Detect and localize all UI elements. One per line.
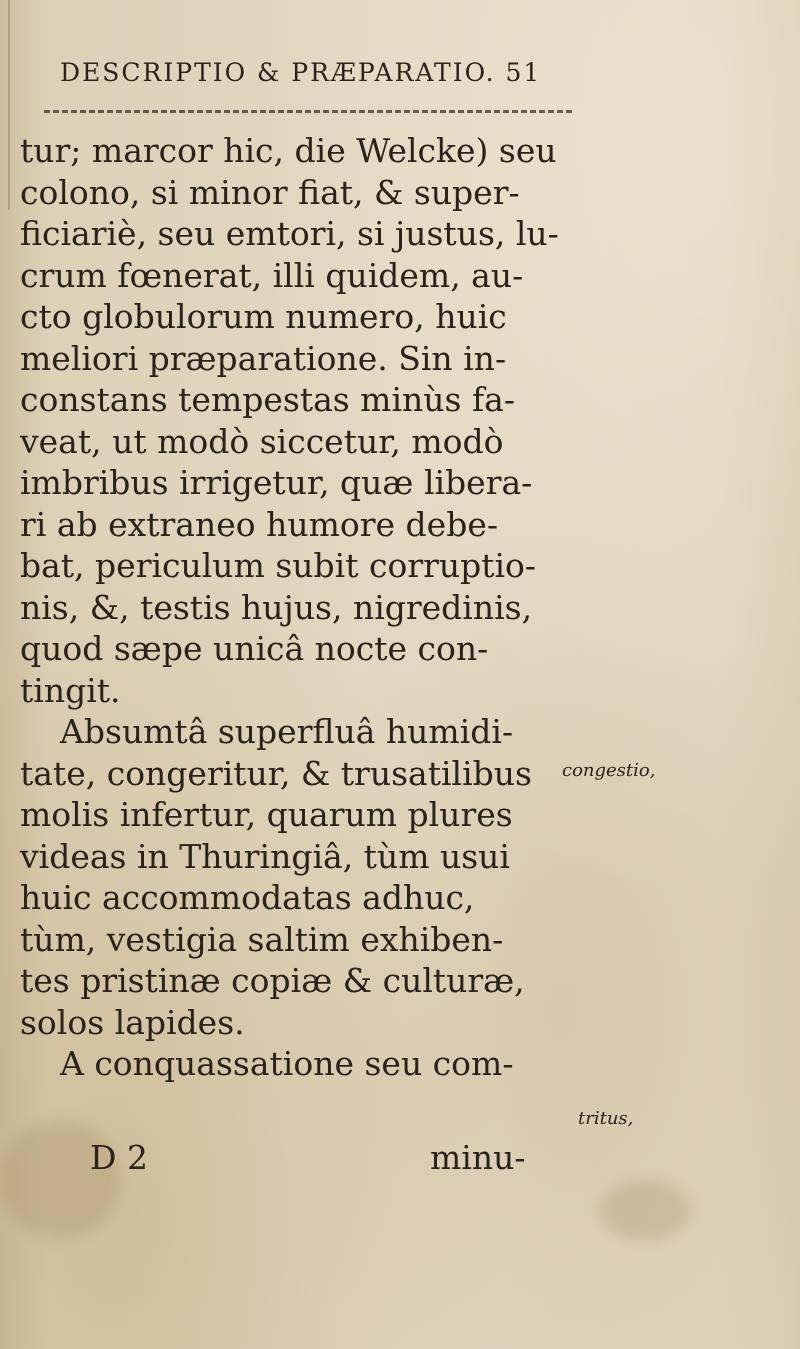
- text-line: huic accommodatas adhuc,: [20, 878, 475, 917]
- text-line: tur; marcor hic, die Welcke) seu: [20, 131, 557, 170]
- text-line: tate, congeritur, & trusatilibus: [20, 753, 532, 793]
- text-line: ficiariè, seu emtori, si justus, lu-: [20, 214, 559, 253]
- text-line: tùm, vestigia saltim exhiben-: [20, 919, 504, 959]
- running-title: DESCRIPTIO & PRÆPARATIO.: [60, 58, 496, 87]
- text-line: cto globulorum numero, huic: [20, 297, 507, 336]
- page-edge-shadow: [8, 0, 10, 210]
- signature-mark: D 2: [90, 1138, 148, 1177]
- catchword: minu-: [430, 1138, 526, 1177]
- text-line: tes pristinæ copiæ & culturæ,: [20, 961, 525, 1000]
- page-number: 51: [505, 58, 542, 87]
- marginal-note-tritus: tritus,: [578, 1108, 634, 1129]
- text-line: quod sæpe unicâ nocte con-: [20, 629, 489, 668]
- text-line: solos lapides.: [20, 1002, 245, 1042]
- marginal-note-congestio: congestio,: [562, 760, 656, 781]
- text-line: colono, si minor fiat, & super-: [20, 172, 520, 212]
- text-line: A conquassatione seu com-: [60, 1044, 514, 1083]
- text-line: imbribus irrigetur, quæ libera-: [20, 463, 533, 502]
- paper-stain: [600, 1180, 690, 1240]
- text-line: ri ab extraneo humore debe-: [20, 504, 499, 544]
- body-text: [20, 130, 580, 1085]
- running-header: [60, 58, 541, 87]
- header-rule: [44, 110, 572, 117]
- text-line: Absumtâ superfluâ humidi-: [60, 712, 514, 751]
- text-line: meliori præparatione. Sin in-: [20, 338, 507, 378]
- text-line: bat, periculum subit corruptio-: [20, 546, 537, 585]
- text-line: videas in Thuringiâ, tùm usui: [20, 836, 510, 876]
- text-line: tingit.: [20, 670, 121, 710]
- text-line: crum fœnerat, illi quidem, au-: [20, 255, 524, 295]
- text-line: constans tempestas minùs fa-: [20, 380, 515, 419]
- text-line: veat, ut modò siccetur, modò: [20, 421, 504, 461]
- text-line: molis infertur, quarum plures: [20, 795, 513, 834]
- text-line: nis, &, testis hujus, nigredinis,: [20, 587, 533, 627]
